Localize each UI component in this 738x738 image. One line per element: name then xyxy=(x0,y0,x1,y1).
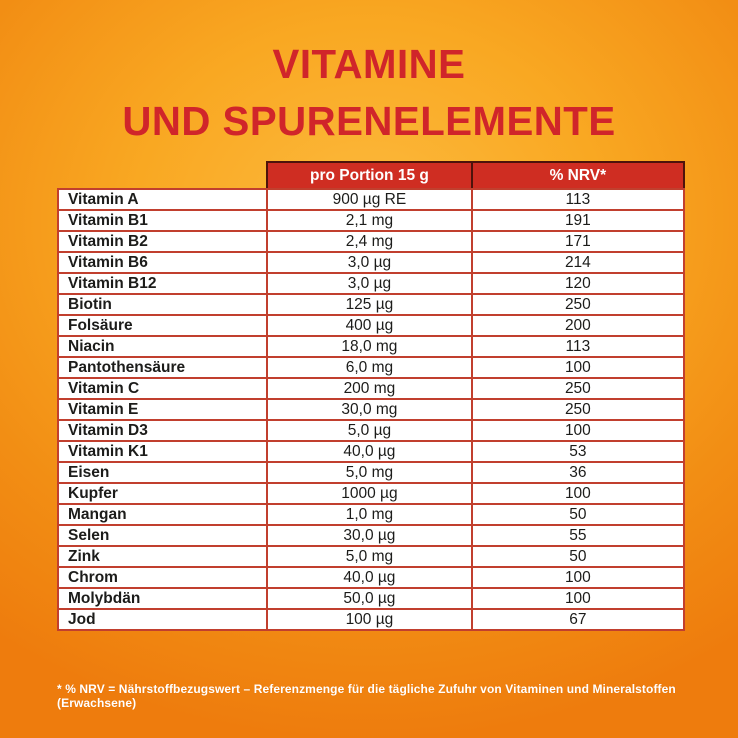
nutrient-amount-cell: 400 µg xyxy=(267,315,472,336)
nutrient-amount-cell: 900 µg RE xyxy=(267,189,472,210)
nutrient-nrv-cell: 100 xyxy=(472,420,684,441)
table-row xyxy=(58,588,684,609)
table-row xyxy=(58,315,684,336)
nutrient-nrv-cell: 67 xyxy=(472,609,684,630)
nutrient-name-cell: Chrom xyxy=(58,567,267,588)
nutrient-amount-cell: 40,0 µg xyxy=(267,441,472,462)
portion-column-header: pro Portion 15 g xyxy=(267,162,472,189)
table-row xyxy=(58,420,684,441)
nutrient-amount-cell: 18,0 mg xyxy=(267,336,472,357)
nutrient-amount-cell: 1,0 mg xyxy=(267,504,472,525)
nutrient-amount-cell: 100 µg xyxy=(267,609,472,630)
table-header-row xyxy=(58,162,684,189)
table-row xyxy=(58,504,684,525)
nutrient-nrv-cell: 113 xyxy=(472,336,684,357)
nutrient-nrv-cell: 100 xyxy=(472,483,684,504)
nutrient-name-cell: Selen xyxy=(58,525,267,546)
table-row xyxy=(58,294,684,315)
page-title xyxy=(7,36,730,150)
nutrition-table-container xyxy=(57,161,685,631)
table-row xyxy=(58,210,684,231)
table-row xyxy=(58,378,684,399)
nutrient-name-cell: Vitamin B1 xyxy=(58,210,267,231)
nutrient-nrv-cell: 53 xyxy=(472,441,684,462)
nutrient-amount-cell: 200 mg xyxy=(267,378,472,399)
nutrient-amount-cell: 3,0 µg xyxy=(267,252,472,273)
title-line-1: VITAMINE xyxy=(272,41,466,87)
nutrient-nrv-cell: 100 xyxy=(472,357,684,378)
nutrient-name-cell: Vitamin B2 xyxy=(58,231,267,252)
nutrient-nrv-cell: 50 xyxy=(472,546,684,567)
nutrient-name-cell: Niacin xyxy=(58,336,267,357)
nutrient-name-cell: Vitamin K1 xyxy=(58,441,267,462)
nutrient-name-cell: Vitamin E xyxy=(58,399,267,420)
table-row xyxy=(58,189,684,210)
nutrient-nrv-cell: 100 xyxy=(472,567,684,588)
nutrient-name-cell: Eisen xyxy=(58,462,267,483)
empty-header-cell xyxy=(58,162,267,189)
nrv-footnote: * % NRV = Nährstoffbezugswert – Referenzmenge für die tägliche Zufuhr von Vitaminen und Mineralstoffen (Erwachsene) xyxy=(57,682,676,710)
nutrient-name-cell: Molybdän xyxy=(58,588,267,609)
nutrient-amount-cell: 5,0 mg xyxy=(267,546,472,567)
nutrient-nrv-cell: 191 xyxy=(472,210,684,231)
nutrient-name-cell: Kupfer xyxy=(58,483,267,504)
nutrient-amount-cell: 3,0 µg xyxy=(267,273,472,294)
table-row xyxy=(58,441,684,462)
nutrient-nrv-cell: 250 xyxy=(472,399,684,420)
table-row xyxy=(58,357,684,378)
nutrition-table xyxy=(57,161,685,631)
table-row xyxy=(58,462,684,483)
table-row xyxy=(58,567,684,588)
nutrient-amount-cell: 5,0 mg xyxy=(267,462,472,483)
table-row xyxy=(58,252,684,273)
nutrient-nrv-cell: 113 xyxy=(472,189,684,210)
nutrient-nrv-cell: 50 xyxy=(472,504,684,525)
title-line-2: UND SPURENELEMENTE xyxy=(122,98,616,144)
table-row xyxy=(58,399,684,420)
nutrient-nrv-cell: 250 xyxy=(472,378,684,399)
nrv-column-header: % NRV* xyxy=(472,162,684,189)
nutrient-name-cell: Vitamin A xyxy=(58,189,267,210)
table-row xyxy=(58,546,684,567)
nutrient-name-cell: Jod xyxy=(58,609,267,630)
table-row xyxy=(58,231,684,252)
nutrient-nrv-cell: 55 xyxy=(472,525,684,546)
nutrient-amount-cell: 2,1 mg xyxy=(267,210,472,231)
nutrient-name-cell: Vitamin B6 xyxy=(58,252,267,273)
nutrient-nrv-cell: 250 xyxy=(472,294,684,315)
nutrient-nrv-cell: 214 xyxy=(472,252,684,273)
nutrient-name-cell: Vitamin C xyxy=(58,378,267,399)
nutrient-name-cell: Folsäure xyxy=(58,315,267,336)
table-row xyxy=(58,336,684,357)
nutrient-name-cell: Pantothensäure xyxy=(58,357,267,378)
nutrient-name-cell: Biotin xyxy=(58,294,267,315)
table-row xyxy=(58,483,684,504)
table-body xyxy=(58,189,684,630)
nutrient-nrv-cell: 200 xyxy=(472,315,684,336)
table-row xyxy=(58,273,684,294)
nutrient-nrv-cell: 36 xyxy=(472,462,684,483)
nutrient-nrv-cell: 120 xyxy=(472,273,684,294)
table-row xyxy=(58,525,684,546)
nutrient-amount-cell: 50,0 µg xyxy=(267,588,472,609)
nutrient-amount-cell: 30,0 µg xyxy=(267,525,472,546)
nutrient-nrv-cell: 100 xyxy=(472,588,684,609)
nutrient-amount-cell: 125 µg xyxy=(267,294,472,315)
nutrient-amount-cell: 30,0 mg xyxy=(267,399,472,420)
nutrient-amount-cell: 40,0 µg xyxy=(267,567,472,588)
nutrient-nrv-cell: 171 xyxy=(472,231,684,252)
table-row xyxy=(58,609,684,630)
nutrient-amount-cell: 6,0 mg xyxy=(267,357,472,378)
nutrient-amount-cell: 2,4 mg xyxy=(267,231,472,252)
nutrient-amount-cell: 1000 µg xyxy=(267,483,472,504)
nutrient-amount-cell: 5,0 µg xyxy=(267,420,472,441)
nutrient-name-cell: Zink xyxy=(58,546,267,567)
nutrient-name-cell: Mangan xyxy=(58,504,267,525)
nutrient-name-cell: Vitamin D3 xyxy=(58,420,267,441)
nutrient-name-cell: Vitamin B12 xyxy=(58,273,267,294)
